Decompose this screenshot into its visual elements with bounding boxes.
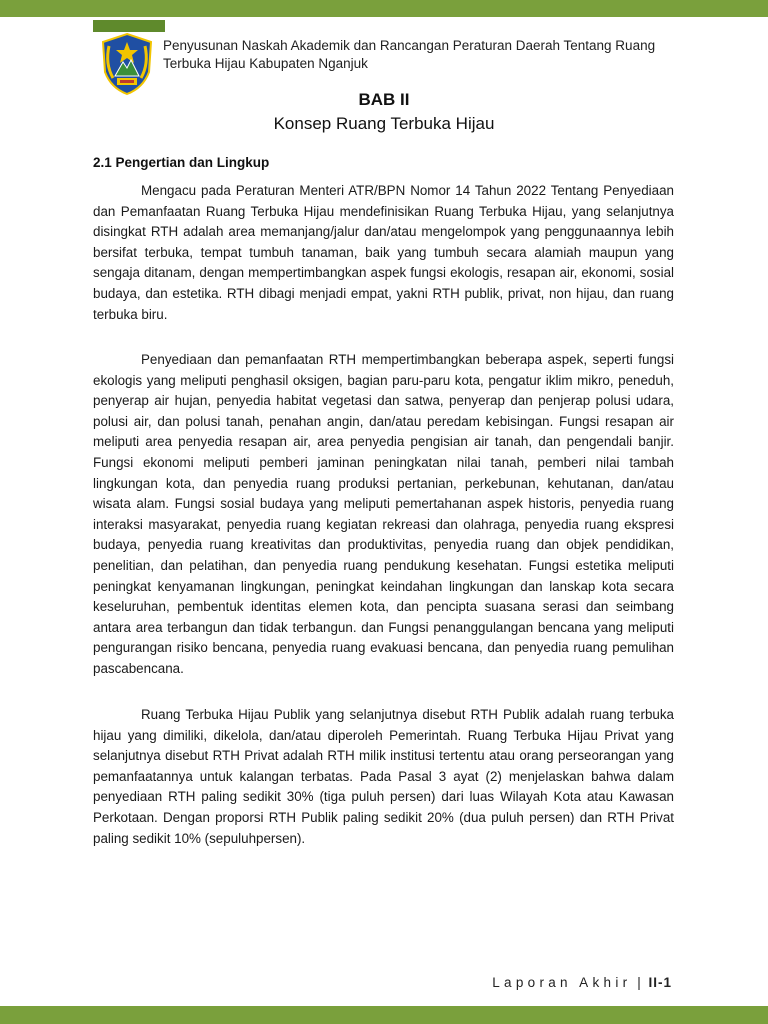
- footer-separator: |: [637, 975, 641, 990]
- body-paragraph: Mengacu pada Peraturan Menteri ATR/BPN Nomor 14 Tahun 2022 Tentang Penyediaan dan Pemanfaatan Ruang Terbuka Hijau mendefinisikan Ruang Terbuka Hijau, yang selanjutnya disingkat RTH adalah area memanjang/jalur dan/atau mengelompok yang penggunaannya lebih bersifat terbuka, tempat tumbuh tanaman, baik yang tumbuh secara alamiah maupun yang sengaja ditanam, dengan mempertimbangkan aspek fungsi ekologis, resapan air, ekonomi, sosial budaya, dan estetika. RTH dibagi menjadi empat, yakni RTH publik, privat, non hijau, dan ruang terbuka biru.: [93, 183, 674, 322]
- footer-report-label: Laporan Akhir: [492, 975, 632, 990]
- chapter-title: Konsep Ruang Terbuka Hijau: [273, 114, 495, 133]
- nganjuk-emblem-logo: [99, 32, 155, 96]
- body-paragraph: Ruang Terbuka Hijau Publik yang selanjutnya disebut RTH Publik adalah ruang terbuka hijau yang dimiliki, dikelola, dan/atau diperoleh Pemerintah. Ruang Terbuka Hijau Privat yang selanjutnya disebut RTH Privat adalah RTH milik institusi tertentu atau orang perseorangan yang pemanfaatannya untuk kalangan terbatas. Pada Pasal 3 ayat (2) menjelaskan bahwa dalam penyediaan RTH paling sedikit 30% (tiga puluh persen) dari luas Wilayah Kota atau Kawasan Perkotaan. Dengan proporsi RTH Publik paling sedikit 20% (dua puluh persen) dan RTH Privat paling sedikit 10% (sepuluhpersen).: [93, 707, 674, 846]
- body-paragraph: Penyediaan dan pemanfaatan RTH mempertimbangkan beberapa aspek, seperti fungsi ekologis yang meliputi penghasil oksigen, bagian paru-paru kota, pengatur iklim mikro, peneduh, penyerap air hujan, penyedia habitat vegetasi dan satwa, penyerap dan penjerap polusi udara, polusi air, dan polusi tanah, penahan angin, dan/atau peredam kebisingan. Fungsi resapan air meliputi area penyedia resapan air, area penyedia pengisian air tanah, dan pengendali banjir. Fungsi ekonomi meliputi pemberi jaminan peningkatan nilai tanah, pemberi nilai tambah lingkungan kota, dan penyedia ruang produksi pertanian, perkebunan, kehutanan, dan/atau wisata alam. Fungsi sosial budaya yang meliputi pemertahanan aspek historis, penyedia ruang interaksi masyarakat, penyedia ruang kegiatan rekreasi dan olahraga, penyedia ruang ekspresi budaya, penyedia ruang kreativitas dan produktivitas, penyedia ruang dan objek pendidikan, penelitian, dan pelatihan, dan penyedia ruang pendukung kesehatan. Fungsi estetika meliputi peningkat kenyamanan lingkungan, peningkat keindahan lingkungan dan lanskap kota secara keseluruhan, pembentuk identitas elemen kota, dan pencipta suasana serasi dan seimbang antara area terbangun dan tidak terbangun. dan Fungsi penanggulangan bencana yang meliputi pengurangan risiko bencana, penyedia ruang evakuasi bencana, dan penyedia ruang pemulihan pascabencana.: [93, 352, 674, 676]
- header-line-1: Penyusunan Naskah Akademik dan Rancangan Peraturan Daerah Tentang Ruang: [163, 38, 656, 53]
- page-footer: [492, 975, 672, 990]
- bottom-green-bar: [0, 1006, 768, 1024]
- section-heading: 2.1 Pengertian dan Lingkup: [93, 155, 270, 170]
- top-green-bar: [0, 0, 768, 17]
- page-number: II-1: [648, 975, 672, 990]
- chapter-number: BAB II: [358, 90, 410, 109]
- top-green-tab: [93, 20, 165, 32]
- document-header: [163, 37, 723, 73]
- header-line-2: Terbuka Hijau Kabupaten Nganjuk: [163, 56, 368, 71]
